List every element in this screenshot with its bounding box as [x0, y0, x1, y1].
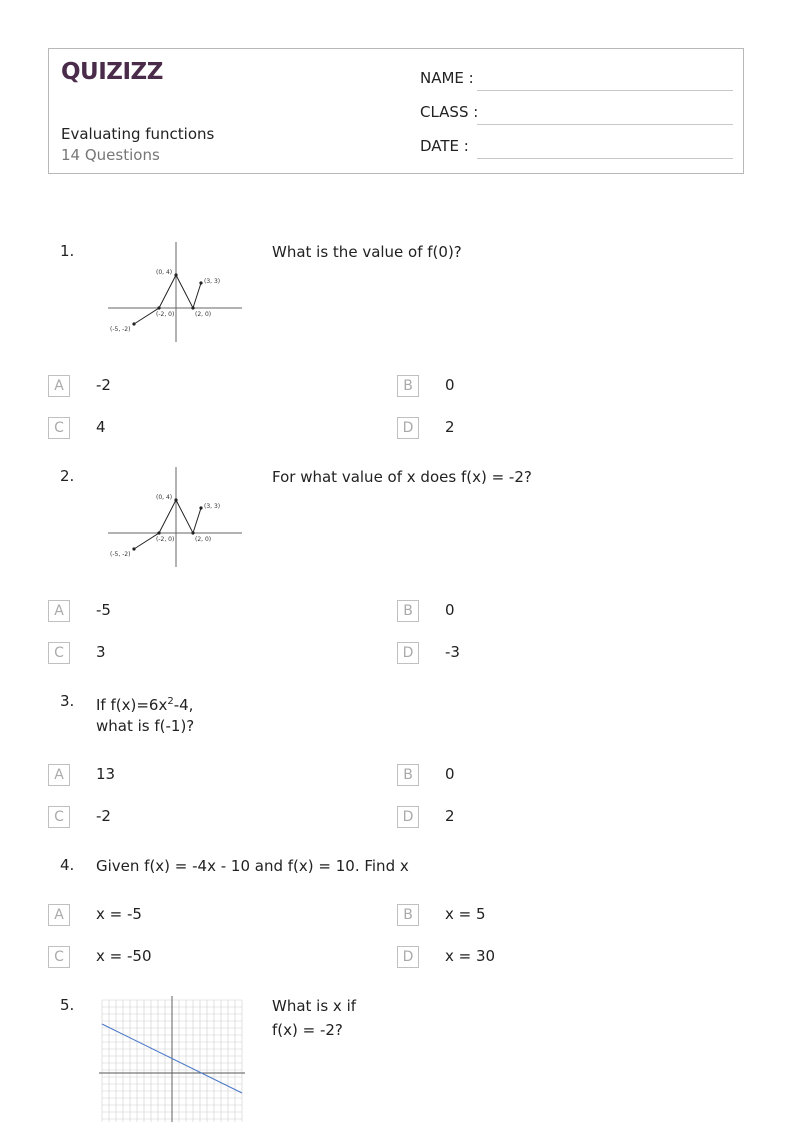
option-letter-box[interactable]: C [48, 946, 70, 968]
option-text[interactable]: 2 [445, 807, 455, 825]
option-text[interactable]: x = 5 [445, 905, 486, 923]
point-label: (3, 3) [204, 278, 221, 285]
name-label: NAME : [420, 69, 474, 87]
option-letter-box[interactable]: B [397, 600, 419, 622]
question-number: 3. [60, 692, 75, 710]
point-label: (2, 0) [195, 536, 212, 543]
option-text[interactable]: -5 [96, 601, 111, 619]
question-text: What is the value of f(0)? [272, 243, 462, 261]
option-letter-box[interactable]: B [397, 904, 419, 926]
option-letter-box[interactable]: C [48, 806, 70, 828]
option-letter-box[interactable]: B [397, 764, 419, 786]
line-graph [98, 996, 246, 1123]
point-label: (-5, -2) [110, 326, 131, 333]
option-text[interactable]: -2 [96, 376, 111, 394]
option-letter-box[interactable]: D [397, 806, 419, 828]
option-text[interactable]: x = 30 [445, 947, 496, 965]
option-text[interactable]: 2 [445, 418, 455, 436]
date-line [477, 157, 733, 159]
worksheet-title: Evaluating functions [61, 125, 215, 143]
piecewise-graph [108, 240, 244, 344]
option-letter-box[interactable]: D [397, 642, 419, 664]
class-label: CLASS : [420, 103, 479, 121]
option-text[interactable]: x = -50 [96, 947, 152, 965]
option-text[interactable]: 4 [96, 418, 106, 436]
option-letter-box[interactable]: A [48, 375, 70, 397]
point-label: (0, 4) [156, 494, 173, 501]
worksheet-header [48, 48, 744, 174]
date-label: DATE : [420, 137, 469, 155]
question-text-part: If f(x)=6x [96, 696, 168, 714]
question-number: 5. [60, 996, 75, 1014]
question-text: For what value of x does f(x) = -2? [272, 468, 532, 486]
piecewise-graph [108, 465, 244, 569]
question-text: Given f(x) = -4x - 10 and f(x) = 10. Find x [96, 857, 409, 875]
option-text[interactable]: 0 [445, 601, 455, 619]
option-letter-box[interactable]: B [397, 375, 419, 397]
question-text-line2: what is f(-1)? [96, 717, 195, 735]
point-label: (2, 0) [195, 311, 212, 318]
question-text [96, 690, 193, 717]
option-text[interactable]: 3 [96, 643, 106, 661]
option-text[interactable]: -3 [445, 643, 460, 661]
option-text[interactable]: 13 [96, 765, 116, 783]
option-letter-box[interactable]: D [397, 946, 419, 968]
point-label: (-2, 0) [156, 536, 175, 543]
question-text-part: -4, [173, 696, 194, 714]
option-letter-box[interactable]: A [48, 764, 70, 786]
option-letter-box[interactable]: A [48, 600, 70, 622]
class-line [477, 123, 733, 125]
option-letter-box[interactable]: A [48, 904, 70, 926]
option-text[interactable]: 0 [445, 765, 455, 783]
name-line [477, 89, 733, 91]
question-number: 1. [60, 242, 75, 260]
quizizz-logo: QUIZIZZ [61, 59, 163, 85]
point-label: (3, 3) [204, 503, 221, 510]
point-label: (0, 4) [156, 269, 173, 276]
option-letter-box[interactable]: D [397, 417, 419, 439]
exponent: 2 [167, 696, 174, 707]
question-text-line2: f(x) = -2? [272, 1021, 343, 1039]
point-label: (-2, 0) [156, 311, 175, 318]
question-number: 4. [60, 856, 75, 874]
point-label: (-5, -2) [110, 551, 131, 558]
question-count: 14 Questions [61, 146, 160, 164]
option-letter-box[interactable]: C [48, 642, 70, 664]
option-text[interactable]: x = -5 [96, 905, 142, 923]
option-text[interactable]: -2 [96, 807, 111, 825]
option-letter-box[interactable]: C [48, 417, 70, 439]
question-number: 2. [60, 467, 75, 485]
question-text: What is x if [272, 997, 357, 1015]
option-text[interactable]: 0 [445, 376, 455, 394]
